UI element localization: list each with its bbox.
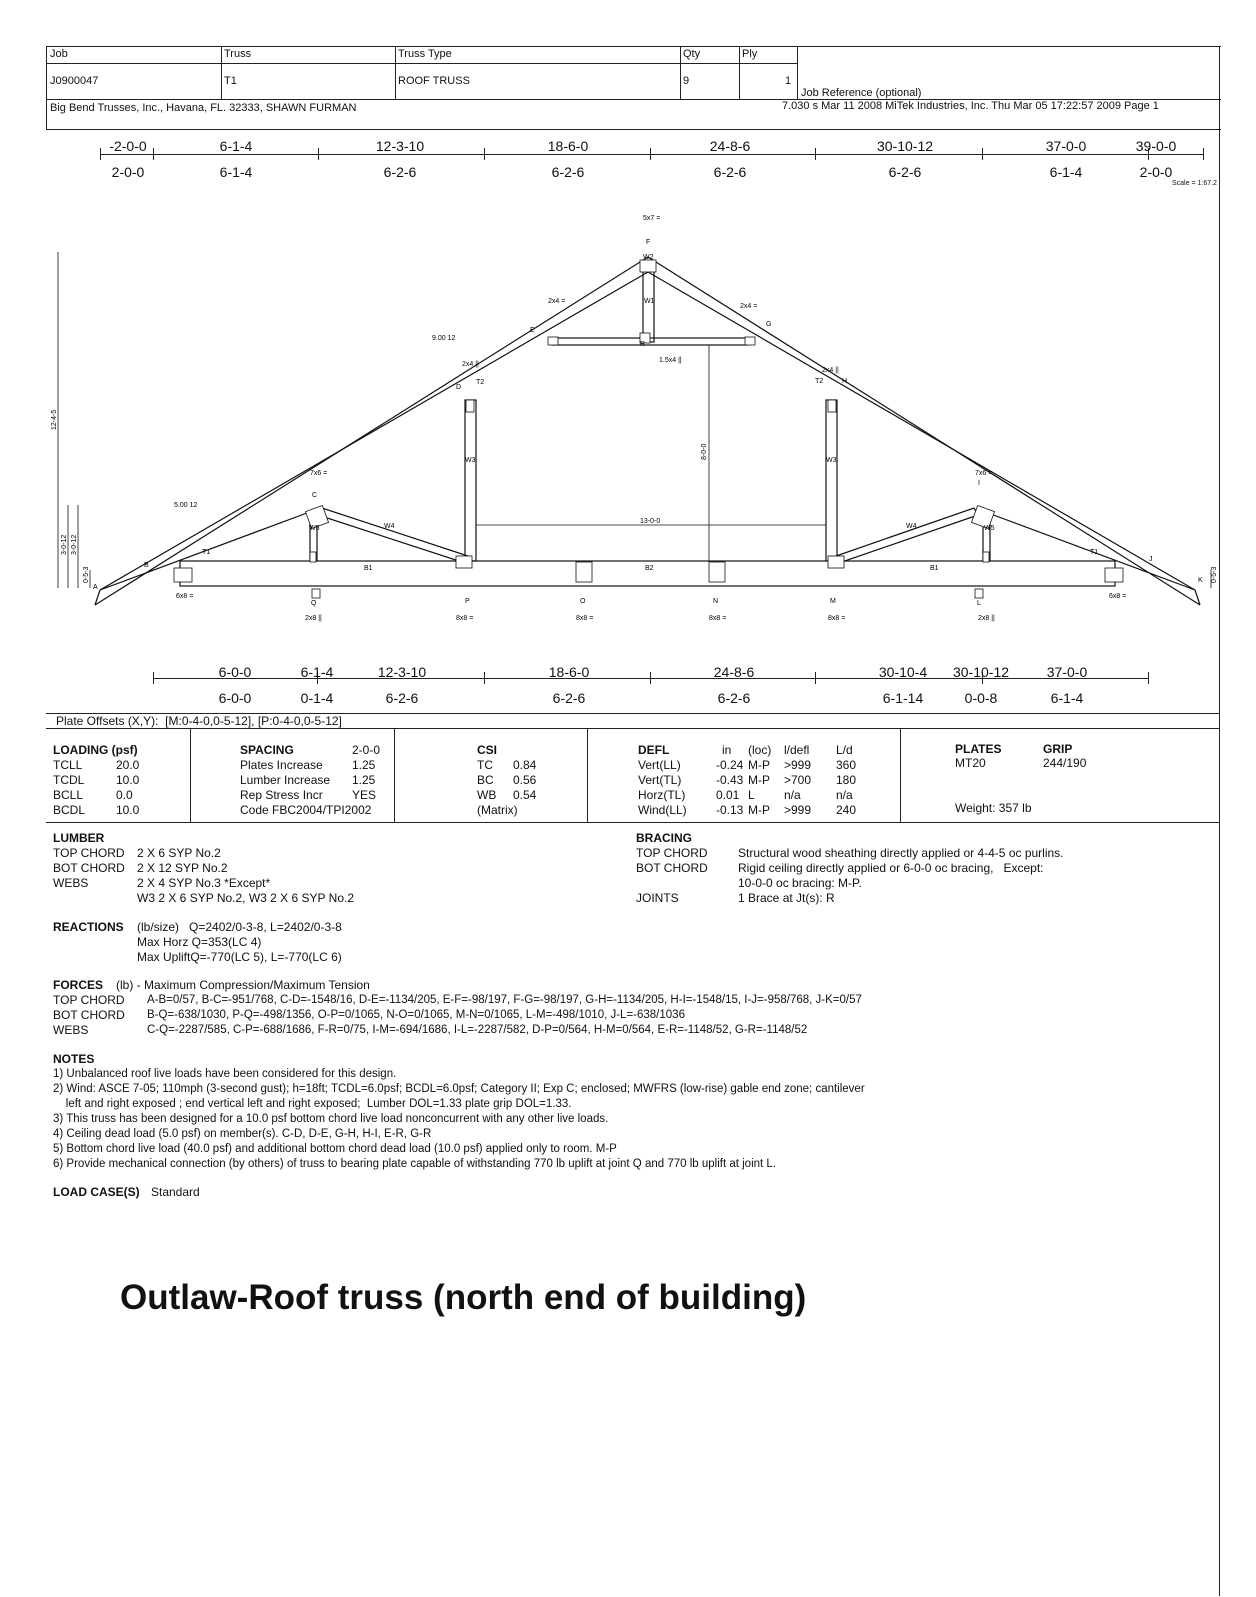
note-line: 2) Wind: ASCE 7-05; 110mph (3-second gust); h=18ft; TCDL=6.0psf; BCDL=6.0psf; Category II; Exp C; enclosed; MWFRS (low-rise) gable end zone; cantilever [53,1083,865,1095]
defl-cell: >700 [784,773,812,787]
top-dim-tick [1203,148,1204,160]
member-W5-right: W5 [984,525,995,532]
bottom-dim-cumulative: 30-10-12 [952,664,1010,680]
member-T1-right: T1 [1090,549,1099,556]
page-caption: Outlaw-Roof truss (north end of building) [120,1278,807,1317]
member-W3-right: W3 [826,457,837,464]
note-line: 3) This truss has been designed for a 10.0 psf bottom chord live load nonconcurrent with any other live loads. [53,1113,609,1125]
truss-label: Truss [224,48,252,60]
top-dim-tick [815,148,816,160]
lumber-label: TOP CHORD [53,846,125,860]
qty-label: Qty [683,48,701,60]
bottom-dim-panel: 6-0-0 [218,690,252,706]
job-label: Job [50,48,68,60]
loading-label: TCDL [53,773,85,787]
loading-value: 10.0 [116,803,140,817]
top-dim-cumulative: -2-0-0 [109,138,147,154]
plate-size-F: 5x7 = [643,215,661,222]
top-chord-left-inner [100,272,648,590]
defl-header: DEFL [638,743,670,757]
spacing-label: Rep Stress Incr [240,788,323,802]
web-w4-right [836,508,978,563]
forces-subtitle: (lb) - Maximum Compression/Maximum Tension [116,978,370,992]
spacing-value: YES [352,788,377,802]
grip-label: GRIP [1043,742,1073,756]
note-line: left and right exposed ; end vertical left and right exposed; Lumber DOL=1.33 plate grip DOL=1.33. [53,1098,572,1110]
bottom-dim-cumulative: 6-0-0 [218,664,252,680]
truss-diagram [0,200,1256,640]
web-w3-left [465,400,476,561]
bottom-dim-cumulative: 18-6-0 [548,664,590,680]
defl-cell: -0.13 [716,803,744,817]
defl-cell: M-P [748,803,770,817]
bottom-dim-panel: 6-2-6 [717,690,751,706]
top-dim-tick [318,148,319,160]
top-dim-panel: 2-0-0 [1139,164,1173,180]
spacing-value: 2-0-0 [352,743,381,757]
loading-label: BCLL [53,788,84,802]
bottom-dim-tick [484,672,485,684]
room-width-dim: 13-0-0 [640,518,661,525]
member-W4: W4 [384,523,395,530]
spacing-value: 1.25 [352,758,376,772]
top-dim-cumulative: 24-8-6 [709,138,751,154]
bottom-dim-tick [1148,672,1149,684]
lumber-value: 2 X 12 SYP No.2 [137,861,228,875]
defl-cell: L [748,788,755,802]
lumber-value: 2 X 4 SYP No.3 *Except* [137,876,271,890]
spacing-value: 1.25 [352,773,376,787]
defl-header: in [722,743,732,757]
bottom-dim-tick [815,672,816,684]
defl-cell: >999 [784,803,812,817]
joint-D: D [456,384,462,391]
forces-value: C-Q=-2287/585, C-P=-688/1686, F-R=0/75, I-M=-694/1686, I-L=-2287/582, D-P=0/564, H-M=0/564, E-R=-1148/52, G-R=-1148/52 [147,1024,808,1036]
truss-type-label: Truss Type [398,48,452,60]
joint-O: O [580,598,586,605]
bracing-value: Rigid ceiling directly applied or 6-0-0 oc bracing, Except: [738,861,1044,875]
top-dim-panel: 6-2-6 [551,164,585,180]
top-dim-cumulative: 30-10-12 [876,138,934,154]
note-line: 4) Ceiling dead load (5.0 psf) on member(s). C-D, D-E, G-H, H-I, E-R, G-R [53,1128,432,1140]
bottom-dim-cumulative: 24-8-6 [713,664,755,680]
defl-cell: Horz(TL) [638,788,686,802]
member-T2: T2 [476,379,485,386]
csi-label: (Matrix) [477,803,518,817]
member-W4-right: W4 [906,523,917,530]
plate-size-O: 8x8 = [576,615,594,622]
reactions-line-3: Max UpliftQ=-770(LC 5), L=-770(LC 6) [137,950,342,964]
lumber-label: WEBS [53,876,89,890]
bracing-value: 10-0-0 oc bracing: M-P. [738,876,862,890]
spacing-label: SPACING [240,743,294,757]
top-dim-tick [982,148,983,160]
lumber-value: 2 X 6 SYP No.2 [137,846,221,860]
defl-header: (loc) [748,743,772,757]
forces-label: BOT CHORD [53,1008,125,1022]
top-dim-panel: 2-0-0 [111,164,145,180]
csi-label: BC [477,773,494,787]
defl-cell: n/a [784,788,801,802]
top-dim-rule [100,154,1203,155]
top-dim-panel: 6-2-6 [383,164,417,180]
joint-A: A [93,584,98,591]
plate-size-G: 2x4 = [740,303,758,310]
defl-cell: -0.43 [716,773,744,787]
plate-size-L: 2x8 || [978,615,995,622]
defl-cell: 240 [836,803,857,817]
bottom-dim-cumulative: 12-3-10 [377,664,427,680]
bottom-dim-tick [153,672,154,684]
joint-I: I [978,480,980,487]
spacing-label: Plates Increase [240,758,323,772]
defl-cell: 0.01 [716,788,740,802]
plate-size-N: 8x8 = [709,615,727,622]
loading-value: 10.0 [116,773,140,787]
top-dim-cumulative: 37-0-0 [1045,138,1087,154]
plate-size-D: 2x4 || [462,361,479,368]
top-dim-cumulative: 39-0-0 [1135,138,1177,154]
top-dim-panel: 6-2-6 [888,164,922,180]
csi-label: TC [477,758,493,772]
bottom-dim-panel: 6-2-6 [385,690,419,706]
truss-type-value: ROOF TRUSS [398,75,470,87]
defl-cell: -0.24 [716,758,744,772]
joint-K: K [1198,577,1203,584]
csi-title: CSI [477,743,498,757]
member-W3: W3 [465,457,476,464]
bottom-dim-panel: 0-1-4 [300,690,334,706]
web-w3-right [826,400,837,561]
note-line: 6) Provide mechanical connection (by others) of truss to bearing plate capable of withstanding 770 lb uplift at joint Q and 770 lb uplift at joint L. [53,1158,777,1170]
member-B1: B1 [364,565,373,572]
truss-weight: Weight: 357 lb [955,801,1032,815]
spacing-label: Lumber Increase [240,773,331,787]
notes-title: NOTES [53,1052,95,1066]
member-B2: B2 [645,565,654,572]
top-chord-left [95,257,648,605]
grip-value: 244/190 [1043,756,1087,770]
joint-B: B [144,562,149,569]
plate-offsets: Plate Offsets (X,Y): [M:0-4-0,0-5-12], [P:0-4-0,0-5-12] [56,714,342,728]
top-dim-tick [650,148,651,160]
forces-value: A-B=0/57, B-C=-951/768, C-D=-1548/16, D-E=-1134/205, E-F=-98/197, F-G=-98/197, G-H=-1134/205, H-I=-1548/15, I-J=-958/768, J-K=0/57 [147,994,862,1006]
bottom-dim-tick [650,672,651,684]
bottom-dim-panel: 6-1-4 [1050,690,1084,706]
csi-value: 0.54 [513,788,537,802]
defl-cell: Vert(TL) [638,773,682,787]
bottom-dim-cumulative: 30-10-4 [878,664,928,680]
joint-F: F [646,239,651,246]
pitch-lower: 5.00 12 [174,502,198,509]
defl-header: L/d [836,743,853,757]
truss-value: T1 [224,75,237,87]
top-dim-panel: 6-1-4 [219,164,253,180]
bottom-dim-cumulative: 37-0-0 [1046,664,1088,680]
right-height: 0-5-3 [1211,566,1218,583]
member-W2: W2 [643,254,654,261]
joint-P: P [465,598,470,605]
joint-J: J [1149,556,1153,563]
ply-value: 1 [785,75,792,87]
bottom-dim-panel: 6-1-14 [882,690,924,706]
defl-cell: n/a [836,788,853,802]
plate-size-I: 7x6 = [975,470,993,477]
csi-value: 0.56 [513,773,537,787]
left-height-2: 3-0-12 [71,534,78,555]
left-height-1: 3-0-12 [61,534,68,555]
top-dim-panel: 6-2-6 [713,164,747,180]
bracing-value: Structural wood sheathing directly applied or 4-4-5 oc purlins. [738,846,1064,860]
top-chord-right [648,257,1200,605]
note-line: 1) Unbalanced roof live loads have been considered for this design. [53,1068,397,1080]
bracing-title: BRACING [636,831,692,845]
member-T2-right: T2 [815,378,824,385]
top-dim-tick [100,148,101,160]
member-W5: W5 [309,525,320,532]
member-W1: W1 [644,298,655,305]
joint-M: M [830,598,836,605]
bottom-dim-panel: 6-2-6 [552,690,586,706]
forces-value: B-Q=-638/1030, P-Q=-498/1356, O-P=0/1065, N-O=0/1065, M-N=0/1065, L-M=-498/1010, J-L=-638/1036 [147,1009,685,1021]
loading-value: 20.0 [116,758,140,772]
plate-size-R: 1.5x4 || [659,357,682,364]
web-w4-left [318,508,468,563]
joint-C: C [312,492,318,499]
job-reference: Job Reference (optional) [801,87,922,99]
reactions-line-2: Max Horz Q=353(LC 4) [137,935,262,949]
plate-size-Q: 2x8 || [305,615,322,622]
lumber-title: LUMBER [53,831,105,845]
joint-R: R [640,341,646,348]
defl-cell: M-P [748,773,770,787]
spacing-label: Code FBC2004/TPI2002 [240,803,372,817]
plate-size-C: 7x6 = [310,470,328,477]
top-dim-tick [153,148,154,160]
top-dim-cumulative: 6-1-4 [219,138,253,154]
bracing-label: BOT CHORD [636,861,708,875]
loading-value: 0.0 [116,788,133,802]
top-dim-panel: 6-1-4 [1049,164,1083,180]
top-dim-cumulative: 18-6-0 [547,138,589,154]
bottom-dim-panel: 0-0-8 [964,690,998,706]
defl-cell: M-P [748,758,770,772]
bracing-value: 1 Brace at Jt(s): R [738,891,835,905]
loading-title: LOADING (psf) [53,743,138,757]
defl-header: l/defl [784,743,810,757]
lumber-value: W3 2 X 6 SYP No.2, W3 2 X 6 SYP No.2 [137,891,354,905]
lumber-label: BOT CHORD [53,861,125,875]
csi-value: 0.84 [513,758,537,772]
joint-L: L [977,600,981,607]
defl-cell: Vert(LL) [638,758,681,772]
bracing-label: JOINTS [636,891,679,905]
plate-size-P: 8x8 = [456,615,474,622]
defl-cell: >999 [784,758,812,772]
plate-size-H: 2x4 || [822,367,839,374]
room-height-dim: 8-0-0 [701,443,708,460]
defl-cell: Wind(LL) [638,803,687,817]
forces-label: WEBS [53,1023,89,1037]
plate-size-E: 2x4 = [548,298,566,305]
version-line: 7.030 s Mar 11 2008 MiTek Industries, Inc. Thu Mar 05 17:22:57 2009 Page 1 [782,100,1159,112]
overall-height-dim: 12-4-5 [51,409,58,430]
bottom-dim-cumulative: 6-1-4 [300,664,334,680]
qty-value: 9 [683,75,690,87]
csi-label: WB [477,788,497,802]
top-dim-tick [484,148,485,160]
ply-label: Ply [742,48,758,60]
load-case-title: LOAD CASE(S) [53,1185,140,1199]
pitch-upper: 9.00 12 [432,335,456,342]
joint-N: N [713,598,719,605]
load-case-value: Standard [151,1185,200,1199]
title-block [46,46,1221,130]
scale-label: Scale = 1:67.2 [1172,180,1217,187]
plate-size-A: 6x8 = [176,593,194,600]
bracing-label: TOP CHORD [636,846,708,860]
forces-title: FORCES [53,978,104,992]
plate-size-K: 6x8 = [1109,593,1127,600]
note-line: 5) Bottom chord live load (40.0 psf) and additional bottom chord dead load (10.0 psf) applied only to room. M-P [53,1143,617,1155]
member-B1-right: B1 [930,565,939,572]
job-value: J0900047 [50,75,99,87]
plate-type: MT20 [955,756,986,770]
joint-Q: Q [311,600,317,607]
joint-E: E [530,327,535,334]
joint-H: H [842,378,848,385]
joint-G: G [766,321,772,328]
member-T1: T1 [202,549,211,556]
left-height-3: 0-5-3 [83,566,90,583]
top-dim-cumulative: 12-3-10 [375,138,425,154]
top-chord-right-inner [648,272,1195,590]
plate-size-M: 8x8 = [828,615,846,622]
defl-cell: 360 [836,758,857,772]
plates-label: PLATES [955,742,1002,756]
defl-cell: 180 [836,773,857,787]
loading-label: BCDL [53,803,86,817]
reactions-title: REACTIONS [53,920,124,934]
loading-label: TCLL [53,758,83,772]
reactions-line-1: (lb/size) Q=2402/0-3-8, L=2402/0-3-8 [137,920,342,934]
company-line: Big Bend Trusses, Inc., Havana, FL. 32333, SHAWN FURMAN [50,102,357,114]
forces-label: TOP CHORD [53,993,125,1007]
